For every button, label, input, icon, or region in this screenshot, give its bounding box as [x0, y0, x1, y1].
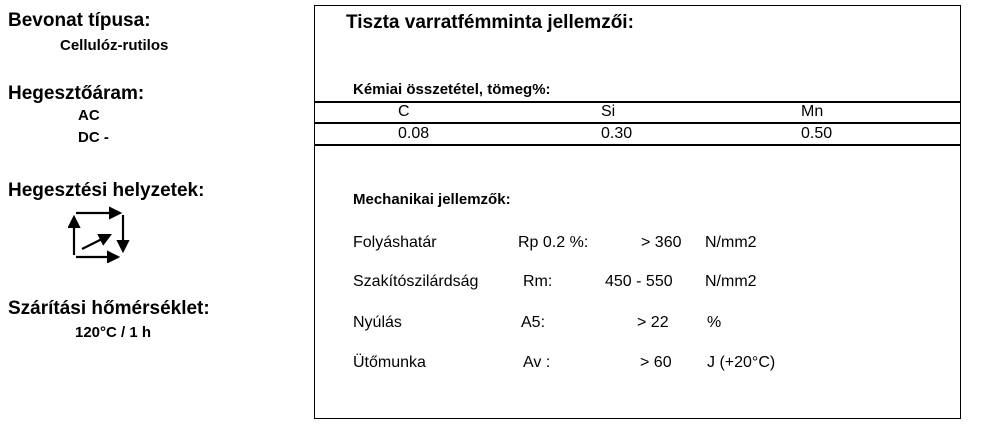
coating-type-value: Cellulóz-rutilos — [60, 37, 169, 54]
mech-name-elongation: Nyúlás — [353, 314, 402, 331]
welding-positions-icon — [68, 205, 130, 263]
mech-symbol-impact: Av : — [523, 354, 551, 371]
chem-val-si: 0.30 — [601, 125, 633, 142]
chem-mid-rule — [314, 122, 961, 124]
positions-heading: Hegesztési helyzetek: — [8, 180, 205, 201]
chem-top-rule — [314, 101, 961, 103]
chem-col-mn: Mn — [801, 103, 824, 120]
mechanical-heading: Mechanikai jellemzők: — [353, 191, 511, 208]
chem-bottom-rule — [314, 144, 961, 146]
drying-heading: Szárítási hőmérséklet: — [8, 298, 210, 319]
current-value-ac: AC — [78, 107, 100, 124]
mech-value-elongation: > 22 — [637, 314, 669, 331]
current-value-dc: DC - — [78, 129, 109, 146]
mech-symbol-elongation: A5: — [521, 314, 546, 331]
mech-unit-tensile: N/mm2 — [705, 273, 757, 290]
mech-symbol-yield: Rp 0.2 %: — [518, 234, 589, 251]
mech-name-yield: Folyáshatár — [353, 234, 437, 251]
coating-type-heading: Bevonat típusa: — [8, 10, 151, 31]
panel-title: Tiszta varratfémminta jellemzői: — [346, 12, 634, 33]
mech-symbol-tensile: Rm: — [523, 273, 553, 290]
drying-value: 120°C / 1 h — [75, 324, 152, 341]
chem-col-c: C — [398, 103, 410, 120]
chem-val-c: 0.08 — [398, 125, 430, 142]
mech-name-tensile: Szakítószilárdság — [353, 273, 479, 290]
mech-value-impact: > 60 — [640, 354, 672, 371]
mech-unit-yield: N/mm2 — [705, 234, 757, 251]
mech-unit-impact: J (+20°C) — [707, 354, 776, 371]
mech-unit-elongation: % — [707, 314, 722, 331]
chem-val-mn: 0.50 — [801, 125, 833, 142]
chemical-heading: Kémiai összetétel, tömeg%: — [353, 81, 551, 98]
mech-name-impact: Ütőmunka — [353, 354, 426, 371]
current-heading: Hegesztőáram: — [8, 83, 145, 104]
chem-col-si: Si — [601, 103, 616, 120]
mech-value-tensile: 450 - 550 — [605, 273, 673, 290]
mech-value-yield: > 360 — [641, 234, 682, 251]
